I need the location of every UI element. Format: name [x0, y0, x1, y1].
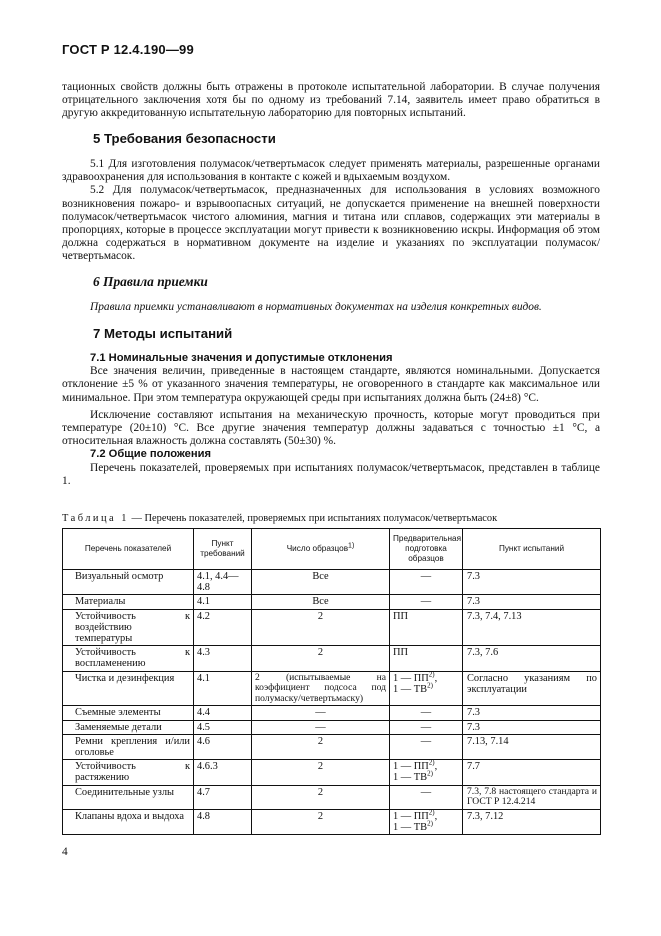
cell-test-clause: 7.3 — [463, 720, 601, 734]
cell-sample-count: 2 (испытываемые на коэффициент подсоса под полумаску/четвертьмаску) — [252, 671, 390, 706]
table-1 — [62, 528, 601, 835]
cell-test-clause: Согласно указаниям по эксплуатации — [463, 671, 601, 706]
table-header-row — [63, 529, 601, 570]
footnote-ref: 2) — [427, 819, 433, 828]
table-caption-label: Таблица 1 — [62, 513, 129, 524]
cell-test-clause: 7.3, 7.12 — [463, 809, 601, 834]
cell-requirement: 4.6 — [194, 734, 252, 759]
cell-sample-count: 2 — [252, 760, 390, 785]
intro-text: тационных свойств должны быть отражены в протоколе испытательной лаборатории. В случае получения отрицательного заключения хотя бы по одному из требований 7.14, заявитель имеет право обратиться в другую аккредитованную испытательную лабораторию для повторных испытаний. — [62, 81, 600, 120]
cell-test-clause: 7.3, 7.6 — [463, 646, 601, 671]
cell-parameter: Чистка и дезинфекция — [63, 671, 194, 706]
cell-preparation: — — [390, 595, 463, 609]
table-row — [63, 785, 601, 809]
col-header-parameters: Перечень показателей — [63, 529, 194, 570]
section-7-2-p1: Перечень показателей, проверяемых при испытаниях полумасок/четвертьмасок, представлен в таблице 1. — [62, 461, 600, 487]
table-row — [63, 570, 601, 595]
col-header-requirement: Пункт требований — [194, 529, 252, 570]
prep-line-2: 1 — ТВ — [393, 822, 428, 834]
cell-sample-count: — — [252, 720, 390, 734]
cell-requirement: 4.3 — [194, 646, 252, 671]
cell-requirement: 4.2 — [194, 609, 252, 646]
cell-preparation: — — [390, 734, 463, 759]
cell-parameter: Съемные элементы — [63, 706, 194, 720]
footnote-ref: 1) — [348, 542, 355, 550]
col-header-preparation: Предварительная подготовка образцов — [390, 529, 463, 570]
cell-test-clause: 7.3, 7.8 настоящего стандарта и ГОСТ Р 12.4.214 — [463, 785, 601, 809]
section-6-text: Правила приемки устанавливают в нормативных документах на изделия конкретных видов. — [90, 301, 542, 313]
cell-requirement: 4.5 — [194, 720, 252, 734]
intro-paragraph — [62, 81, 600, 121]
prep-line-1: 1 — ПП — [393, 810, 429, 822]
section-7-1-title: 7.1 Номинальные значения и допустимые отклонения — [90, 352, 393, 364]
prep-line-2: 1 — ТВ — [393, 772, 428, 784]
footnote-ref: 2) — [428, 808, 435, 817]
footnote-ref: 2) — [428, 670, 435, 679]
cell-parameter: Устойчивость к воздействию температуры — [63, 609, 194, 646]
table-row — [63, 646, 601, 671]
cell-requirement: 4.1 — [194, 671, 252, 706]
section-5-body — [62, 158, 600, 264]
footnote-ref: 2) — [428, 758, 435, 767]
cell-requirement: 4.4 — [194, 706, 252, 720]
cell-requirement: 4.1, 4.4—4.8 — [194, 570, 252, 595]
table-caption — [62, 513, 622, 524]
table-row — [63, 809, 601, 834]
table-row — [63, 609, 601, 646]
cell-requirement: 4.7 — [194, 785, 252, 809]
cell-test-clause: 7.3 — [463, 706, 601, 720]
section-6-title: 6 Правила приемки — [93, 274, 208, 289]
cell-sample-count: — — [252, 706, 390, 720]
cell-requirement: 4.8 — [194, 809, 252, 834]
cell-sample-count: Все — [252, 570, 390, 595]
table-row — [63, 760, 601, 785]
table-row — [63, 595, 601, 609]
section-6-body — [62, 301, 600, 314]
table-row — [63, 720, 601, 734]
section-7-1-p1: Все значения величин, приведенные в настоящем стандарте, являются номинальными. Допускается отклонение ±5 % от указанного значения температуры, не оговоренного в стандарте как максимальное или минимальное. При этом температура окружающей среды при испытаниях должна быть (24±8) °С. — [62, 365, 600, 404]
table-caption-text: — Перечень показателей, проверяемых при испытаниях полумасок/четвертьмасок — [128, 513, 498, 524]
section-5-1: 5.1 Для изготовления полумасок/четвертьмасок следует применять материалы, разрешенные органами здравоохранения для использования в контакте с кожей и вдыхаемым воздухом. — [62, 158, 600, 184]
cell-sample-count: 2 — [252, 646, 390, 671]
section-5-title: 5 Требования безопасности — [93, 131, 276, 146]
prep-line-1: 1 — ПП — [393, 761, 429, 773]
table-row — [63, 734, 601, 759]
cell-preparation: — — [390, 706, 463, 720]
section-7-2-title: 7.2 Общие положения — [90, 448, 212, 461]
cell-parameter: Устойчивость к растяжению — [63, 760, 194, 785]
cell-parameter: Соединительные узлы — [63, 785, 194, 809]
cell-parameter: Заменяемые детали — [63, 720, 194, 734]
cell-parameter: Визуальный осмотр — [63, 570, 194, 595]
section-5-2: 5.2 Для полумасок/четвертьмасок, предназначенных для использования в условиях возможного возникновения пожаро- и взрывоопасных ситуаций, не допускается применение на внешней поверхности полумасок/четвертьмасок чистого алюминия, магния и титана или сплавов, содержащих эти материалы в пропорциях, которые в процессе эксплуатации могут привести к возникновению искры. Информация об этом должна содержаться в нормативном документе на изделие и указаниях по эксплуатации полумасок/четвертьмасок. — [62, 184, 600, 263]
cell-parameter: Устойчивость к воспламенению — [63, 646, 194, 671]
table-row — [63, 706, 601, 720]
footnote-ref: 2) — [427, 769, 433, 778]
page-number: 4 — [62, 846, 68, 858]
cell-preparation: ПП — [390, 646, 463, 671]
section-7-1-p2: Исключение составляют испытания на механическую прочность, которые могут проводиться при температуре (20±10) °С. Все другие значения температур должны задаваться с точностью ±1 °С, а относительная влажность должна составлять (50±30) %. — [62, 408, 600, 448]
cell-sample-count: Все — [252, 595, 390, 609]
cell-preparation: — — [390, 785, 463, 809]
prep-line-1: 1 — ПП — [393, 672, 429, 684]
col-header-test-clause: Пункт испытаний — [463, 529, 601, 570]
cell-test-clause: 7.7 — [463, 760, 601, 785]
cell-parameter: Материалы — [63, 595, 194, 609]
cell-parameter: Клапаны вдоха и выдоха — [63, 809, 194, 834]
table-row — [63, 671, 601, 706]
section-7-body — [62, 352, 600, 488]
cell-requirement: 4.6.3 — [194, 760, 252, 785]
prep-line-2: 1 — ТВ — [393, 683, 428, 695]
col-header-sample-count — [252, 529, 390, 570]
cell-test-clause: 7.13, 7.14 — [463, 734, 601, 759]
cell-preparation: — — [390, 720, 463, 734]
section-7-title: 7 Методы испытаний — [93, 326, 233, 341]
cell-sample-count: 2 — [252, 809, 390, 834]
cell-test-clause: 7.3, 7.4, 7.13 — [463, 609, 601, 646]
cell-preparation: 1 — ПП$^{2)}$, 1 — ТВ$^{2)}$ — [390, 671, 463, 706]
cell-test-clause: 7.3 — [463, 570, 601, 595]
cell-sample-count: 2 — [252, 785, 390, 809]
cell-test-clause: 7.3 — [463, 595, 601, 609]
cell-preparation: 1 — ПП$^{2)}$, 1 — ТВ$^{2)}$ — [390, 809, 463, 834]
cell-preparation: ПП — [390, 609, 463, 646]
cell-sample-count: 2 — [252, 609, 390, 646]
cell-sample-count: 2 — [252, 734, 390, 759]
cell-requirement: 4.1 — [194, 595, 252, 609]
cell-parameter: Ремни крепления и/или оголовье — [63, 734, 194, 759]
footnote-ref: 2) — [427, 681, 433, 690]
cell-preparation: 1 — ПП$^{2)}$, 1 — ТВ$^{2)}$ — [390, 760, 463, 785]
col-header-sample-count-text: Число образцов — [286, 544, 349, 553]
document-header: ГОСТ Р 12.4.190—99 — [62, 42, 194, 57]
cell-preparation: — — [390, 570, 463, 595]
